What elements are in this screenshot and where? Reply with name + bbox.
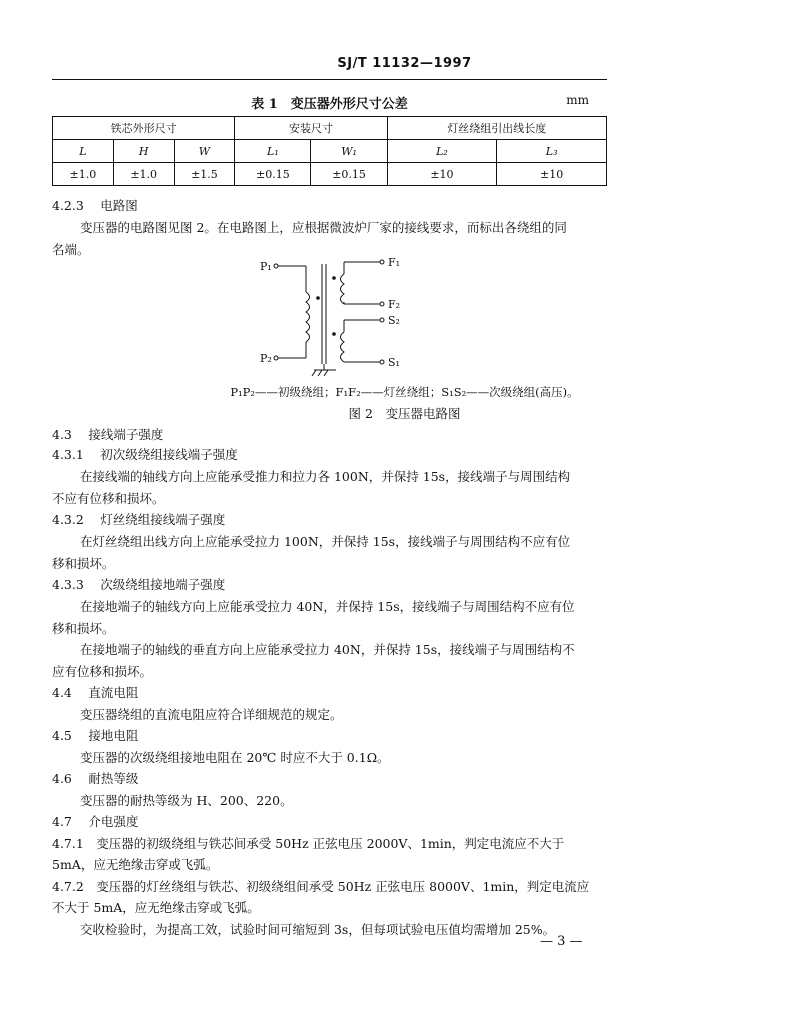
paragraph-line: 在接线端的轴线方向上应能承受推力和拉力各 100N，并保持 15s，接线端子与周围结构 <box>80 469 571 484</box>
section-title: 耐热等级 <box>88 771 139 786</box>
primary-winding <box>306 292 310 342</box>
table-symbol: W <box>174 140 235 163</box>
paragraph-line: 移和损坏。 <box>52 621 115 636</box>
label-p2: P₂ <box>260 352 272 365</box>
table-symbol: H <box>113 140 174 163</box>
secondary-winding <box>341 332 345 362</box>
paragraph-line: 在接地端子的轴线的垂直方向上应能承受拉力 40N，并保持 15s，接线端子与周围结构不 <box>80 642 575 657</box>
dot-marker <box>332 332 336 336</box>
paragraph-line: 名端。 <box>52 242 90 257</box>
section-title: 介电强度 <box>88 814 139 829</box>
paragraph-line: 在灯丝绕组出线方向上应能承受拉力 100N，并保持 15s，接线端子与周围结构不应有位 <box>80 534 571 549</box>
paragraph-line: 5mA，应无绝缘击穿或飞弧。 <box>52 857 219 872</box>
section-4-3-2-heading <box>52 511 225 529</box>
paragraph-line: 4.7.1 变压器的初级绕组与铁芯间承受 50Hz 正弦电压 2000V、1min，判定电流应不大于 <box>52 836 565 851</box>
label-s1: S₁ <box>388 356 400 369</box>
paragraph-line: 4.7.2 变压器的灯丝绕组与铁芯、初级绕组间承受 50Hz 正弦电压 8000V、1min，判定电流应 <box>52 879 590 894</box>
terminal-f2 <box>380 302 384 306</box>
filament-winding <box>341 274 345 304</box>
section-4-3-heading <box>52 426 163 444</box>
section-number: 4.5 <box>52 728 72 743</box>
paragraph-line: 不大于 5mA，应无绝缘击穿或飞弧。 <box>52 900 260 915</box>
table-group-core: 铁芯外形尺寸 <box>53 117 235 140</box>
terminal-p2 <box>274 356 278 360</box>
dot-marker <box>316 296 320 300</box>
paragraph-line: 变压器的次级绕组接地电阻在 20℃ 时应不大于 0.1Ω。 <box>80 750 390 765</box>
table-symbol: L₁ <box>235 140 311 163</box>
tolerance-table <box>52 116 607 186</box>
table-value: ±0.15 <box>235 163 311 186</box>
figure-legend: P₁P₂——初级绕组；F₁F₂——灯丝绕组；S₁S₂——次级绕组(高压)。 <box>230 385 579 399</box>
paragraph-line: 应有位移和损坏。 <box>52 664 153 679</box>
figure-caption: 图 2 变压器电路图 <box>348 406 461 421</box>
section-4-6-heading <box>52 770 138 788</box>
section-4-7-heading <box>52 813 138 831</box>
label-s2: S₂ <box>388 314 400 327</box>
label-f1: F₁ <box>388 256 401 269</box>
section-title: 接线端子强度 <box>88 427 164 442</box>
table-group-lead: 灯丝绕组引出线长度 <box>387 117 606 140</box>
paragraph-line: 不应有位移和损坏。 <box>52 491 165 506</box>
paragraph-line: 变压器的耐热等级为 H、200、220。 <box>80 793 293 808</box>
label-f2: F₂ <box>388 298 401 311</box>
table-symbol: W₁ <box>311 140 387 163</box>
section-title: 初次级绕组接线端子强度 <box>100 447 238 462</box>
section-4-3-1-heading <box>52 446 238 464</box>
section-number: 4.2.3 <box>52 198 84 213</box>
paragraph-line: 变压器的电路图见图 2。在电路图上，应根据微波炉厂家的接线要求，而标出各绕组的同 <box>80 220 567 235</box>
paragraph-line: 在接地端子的轴线方向上应能承受拉力 40N，并保持 15s，接线端子与周围结构不应有位 <box>80 599 575 614</box>
paragraph-line: 变压器绕组的直流电阻应符合详细规范的规定。 <box>80 707 343 722</box>
document-header: SJ/T 11132—1997 <box>337 56 472 71</box>
page-number: — 3 — <box>540 934 583 949</box>
table-symbol: L₂ <box>387 140 497 163</box>
table-value: ±1.5 <box>174 163 235 186</box>
section-number: 4.6 <box>52 771 72 786</box>
section-number: 4.7 <box>52 814 72 829</box>
section-number: 4.3.3 <box>52 577 84 592</box>
table-unit: mm <box>566 93 589 107</box>
table-value: ±10 <box>387 163 497 186</box>
paragraph-line: 移和损坏。 <box>52 556 115 571</box>
section-number: 4.4 <box>52 685 72 700</box>
transformer-circuit-diagram <box>240 252 420 382</box>
section-title: 次级绕组接地端子强度 <box>100 577 226 592</box>
section-title: 灯丝绕组接线端子强度 <box>100 512 226 527</box>
table-value: ±0.15 <box>311 163 387 186</box>
table-group-mount: 安装尺寸 <box>235 117 387 140</box>
table-symbol: L <box>53 140 114 163</box>
section-4-4-heading <box>52 684 138 702</box>
table-value: ±1.0 <box>113 163 174 186</box>
table-caption: 表 1 变压器外形尺寸公差 <box>251 97 408 112</box>
section-title: 直流电阻 <box>88 685 139 700</box>
terminal-s2 <box>380 318 384 322</box>
terminal-s1 <box>380 360 384 364</box>
section-4-2-3-heading <box>52 197 138 215</box>
table-symbol: L₃ <box>497 140 607 163</box>
terminal-p1 <box>274 264 278 268</box>
table-value: ±1.0 <box>53 163 114 186</box>
section-number: 4.3 <box>52 427 72 442</box>
section-4-3-3-heading <box>52 576 225 594</box>
section-title: 电路图 <box>100 198 138 213</box>
paragraph-line: 交收检验时，为提高工效，试验时间可缩短到 3s，但每项试验电压值均需增加 25%。 <box>80 922 556 937</box>
section-title: 接地电阻 <box>88 728 139 743</box>
dot-marker <box>332 276 336 280</box>
label-p1: P₁ <box>260 260 272 273</box>
section-number: 4.3.2 <box>52 512 84 527</box>
section-number: 4.3.1 <box>52 447 84 462</box>
section-4-5-heading <box>52 727 138 745</box>
table-value: ±10 <box>497 163 607 186</box>
header-rule <box>52 79 607 80</box>
terminal-f1 <box>380 260 384 264</box>
